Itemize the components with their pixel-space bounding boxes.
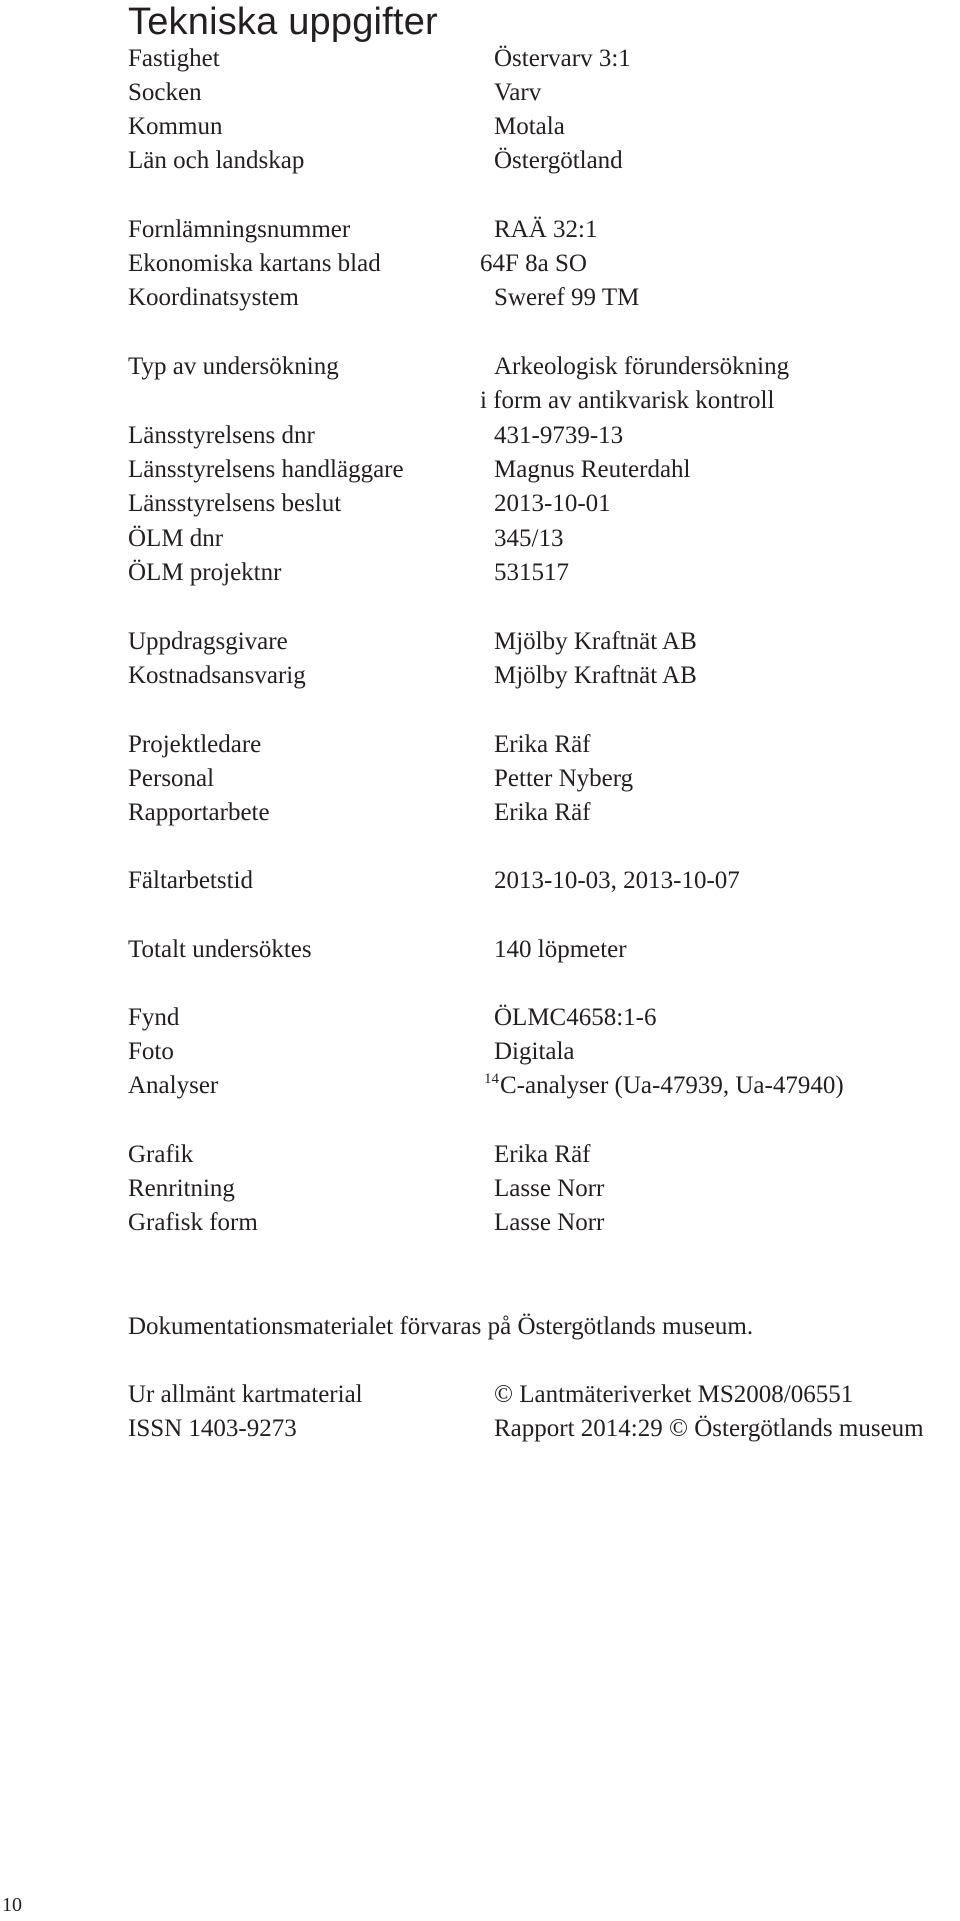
storage-note: Dokumentationsmaterialet förvaras på Östergötlands museum. (128, 1313, 754, 1340)
credit-value: Rapport 2014:29 © Östergötlands museum (494, 1415, 924, 1442)
row-label: ÖLM projektnr (128, 559, 282, 586)
credit-row-kartmaterial (0, 1378, 960, 1412)
row-label: Fastighet (128, 45, 220, 72)
row-value: 531517 (494, 559, 569, 586)
row-label: Fältarbetstid (128, 867, 253, 894)
row-label: Personal (128, 765, 215, 792)
row-label: Kommun (128, 113, 223, 140)
info-row-totalt-undersoktes (0, 933, 960, 967)
row-value: Mjölby Kraftnät AB (494, 662, 697, 689)
row-value: 64F 8a SO (480, 250, 587, 277)
info-row-analyser (0, 1069, 960, 1103)
row-label: Ekonomiska kartans blad (128, 250, 381, 277)
info-row-lansstyrelsens-dnr (0, 419, 960, 453)
info-row-grafik (0, 1138, 960, 1172)
row-value: Lasse Norr (494, 1209, 605, 1236)
info-row-olm-projektnr (0, 556, 960, 590)
info-row-kommun (0, 110, 960, 144)
info-row-projektledare (0, 728, 960, 762)
info-row-olm-dnr (0, 522, 960, 556)
row-value: 140 löpmeter (494, 936, 627, 963)
row-value: Magnus Reuterdahl (494, 456, 691, 483)
row-label: Renritning (128, 1175, 235, 1202)
row-label: Länsstyrelsens dnr (128, 422, 315, 449)
row-label: Foto (128, 1038, 174, 1065)
row-label: Projektledare (128, 731, 262, 758)
info-row-fynd (0, 1001, 960, 1035)
credit-label: ISSN 1403-9273 (128, 1415, 297, 1442)
row-label: Totalt undersöktes (128, 936, 312, 963)
row-value: Erika Räf (494, 731, 591, 758)
info-row-lansstyrelsens-beslut (0, 487, 960, 521)
row-label: Uppdragsgivare (128, 628, 288, 655)
row-label: Typ av undersökning (128, 353, 339, 380)
row-label: Fornlämningsnummer (128, 216, 351, 243)
credit-label: Ur allmänt kartmaterial (128, 1381, 363, 1408)
info-row-rapportarbete (0, 796, 960, 830)
storage-note-row (0, 1310, 960, 1344)
row-value: 431-9739-13 (494, 422, 624, 449)
row-label: Rapportarbete (128, 799, 270, 826)
row-value (484, 1069, 844, 1103)
info-row-faltarbetstid (0, 864, 960, 898)
row-value: Petter Nyberg (494, 765, 634, 792)
row-value: Motala (494, 113, 565, 140)
row-label: Länsstyrelsens beslut (128, 490, 342, 517)
row-value: 345/13 (494, 525, 564, 552)
analyser-text: C-analyser (Ua-47939, Ua-47940) (500, 1072, 844, 1099)
info-row-renritning (0, 1172, 960, 1206)
info-row-fornlamningsnummer (0, 213, 960, 247)
page-title: Tekniska uppgifter (128, 1, 438, 43)
info-row-lansstyrelsens-handlaggare (0, 453, 960, 487)
info-row-lan-och-landskap (0, 144, 960, 178)
info-row-grafisk-form (0, 1206, 960, 1240)
row-label: Grafisk form (128, 1209, 258, 1236)
row-label: Kostnadsansvarig (128, 662, 306, 689)
info-row-typ-av-undersokning (0, 350, 960, 384)
row-value: ÖLMC4658:1-6 (494, 1004, 657, 1031)
info-row-ekonomiska-kartans-blad (0, 247, 960, 281)
info-row-personal (0, 762, 960, 796)
row-value: Lasse Norr (494, 1175, 605, 1202)
info-row-kostnadsansvarig (0, 659, 960, 693)
row-value: 2013-10-03, 2013-10-07 (494, 867, 740, 894)
row-label: Socken (128, 79, 202, 106)
row-value: Mjölby Kraftnät AB (494, 628, 697, 655)
info-row-socken (0, 76, 960, 110)
row-value: i form av antikvarisk kontroll (480, 387, 775, 414)
row-label: Grafik (128, 1141, 194, 1168)
row-value: Östergötland (494, 147, 623, 174)
row-label: Koordinatsystem (128, 284, 299, 311)
info-row-koordinatsystem (0, 281, 960, 315)
row-value: Varv (494, 79, 542, 106)
row-value: Sweref 99 TM (494, 284, 640, 311)
row-value: 2013-10-01 (494, 490, 611, 517)
credit-value: © Lantmäteriverket MS2008/06551 (494, 1381, 854, 1408)
row-label: Fynd (128, 1004, 180, 1031)
info-row-uppdragsgivare (0, 625, 960, 659)
row-value: RAÄ 32:1 (494, 216, 598, 243)
info-row-continuation (0, 384, 960, 418)
row-label: Analyser (128, 1072, 219, 1099)
row-label: Län och landskap (128, 147, 305, 174)
row-label: Länsstyrelsens handläggare (128, 456, 404, 483)
row-value: Erika Räf (494, 799, 591, 826)
row-value: Digitala (494, 1038, 575, 1065)
page-number: 10 (2, 1894, 22, 1916)
row-value: Östervarv 3:1 (494, 45, 631, 72)
row-value: Erika Räf (494, 1141, 591, 1168)
info-row-foto (0, 1035, 960, 1069)
info-row-fastighet (0, 42, 960, 76)
row-value: Arkeologisk förundersökning (494, 353, 790, 380)
row-label: ÖLM dnr (128, 525, 224, 552)
credit-row-issn (0, 1412, 960, 1446)
superscript-14: 14 (484, 1071, 499, 1087)
